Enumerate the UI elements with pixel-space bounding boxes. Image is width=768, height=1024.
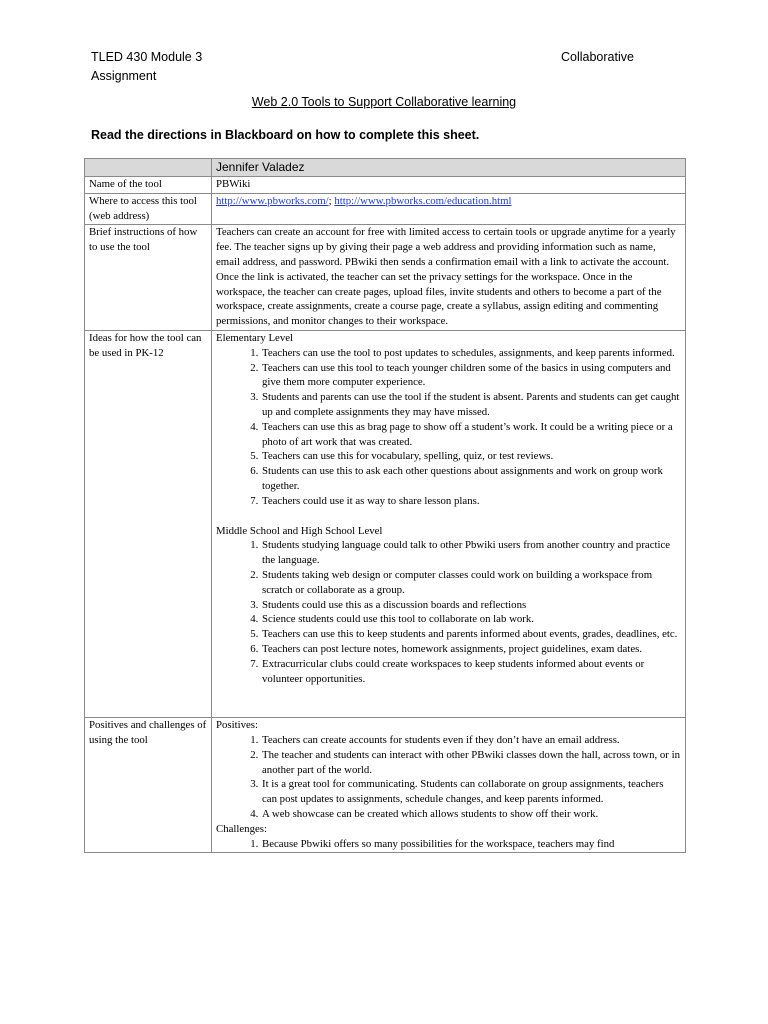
list-item: 7. Teachers could use it as way to share lesson plans. — [261, 494, 681, 509]
middle-high-heading: Middle School and High School Level — [216, 524, 383, 537]
row-label: Brief instructions of how to use the tool — [85, 225, 212, 331]
list-item: 2. Students taking web design or computer classes could work on building a workspace from scratch or collaborate as a group. — [261, 568, 681, 598]
table-header-row — [85, 159, 686, 177]
list-item: 7. Extracurricular clubs could create workspaces to keep students informed about events or volunteer opportunities. — [261, 657, 681, 687]
directions-text: Read the directions in Blackboard on how to complete this sheet. — [91, 128, 480, 142]
table-row-web-address — [85, 193, 686, 225]
row-label: Ideas for how the tool can be used in PK-12 — [85, 330, 212, 717]
list-item: 2. Teachers can use this tool to teach younger children some of the basics in using computers and give them more computer experience. — [261, 361, 681, 391]
challenges-heading: Challenges: — [216, 822, 267, 835]
pbworks-education-link[interactable]: http://www.pbworks.com/education.html — [334, 194, 512, 207]
section-spacer — [216, 686, 681, 701]
list-item: 4. A web showcase can be created which allows students to show off their work. — [261, 807, 681, 822]
list-item: 3. It is a great tool for communicating. Students can collaborate on group assignments, teachers can post updates to assignments, schedule changes, and keep parents informed. — [261, 777, 681, 807]
challenges-list — [216, 837, 681, 852]
course-line-1: TLED 430 Module 3 — [91, 50, 203, 64]
positives-cell — [212, 718, 686, 853]
section-spacer — [216, 701, 681, 716]
document-title: Web 2.0 Tools to Support Collaborative learning — [251, 95, 517, 109]
course-line-2: Assignment — [91, 69, 157, 83]
list-item: 6. Teachers can post lecture notes, homework assignments, project guidelines, exam dates. — [261, 642, 681, 657]
header-right-label: Collaborative — [561, 50, 634, 64]
table-row-instructions — [85, 225, 686, 331]
list-item: 1. Teachers can create accounts for students even if they don’t have an email address. — [261, 733, 681, 748]
table-row-positives — [85, 718, 686, 853]
row-label: Where to access this tool (web address) — [85, 193, 212, 225]
positives-list — [216, 733, 681, 822]
elementary-list — [216, 346, 681, 509]
middle-high-list — [216, 538, 681, 686]
list-item: 2. The teacher and students can interact with other PBwiki classes down the hall, across town, or in another part of the world. — [261, 748, 681, 778]
list-item: 5. Teachers can use this for vocabulary, spelling, quiz, or test reviews. — [261, 449, 681, 464]
tool-info-table — [84, 158, 686, 853]
web-address-cell — [212, 193, 686, 225]
positives-heading: Positives: — [216, 719, 258, 732]
row-label: Positives and challenges of using the tool — [85, 718, 212, 853]
pbworks-link[interactable]: http://www.pbworks.com/ — [216, 194, 329, 207]
list-item: 6. Students can use this to ask each other questions about assignments and work on group work together. — [261, 464, 681, 494]
list-item: 5. Teachers can use this to keep students and parents informed about events, grades, deadlines, etc. — [261, 627, 681, 642]
tool-name-value: PBWiki — [212, 177, 686, 194]
list-item: 1. Students studying language could talk to other Pbwiki users from another country and practice the language. — [261, 538, 681, 568]
list-item: 4. Science students could use this tool to collaborate on lab work. — [261, 612, 681, 627]
elementary-heading: Elementary Level — [216, 331, 294, 344]
list-item: 3. Students could use this as a discussion boards and reflections — [261, 598, 681, 613]
header-empty-cell — [85, 159, 212, 177]
list-item: 1. Teachers can use the tool to post updates to schedules, assignments, and keep parents informed. — [261, 346, 681, 361]
section-spacer — [216, 509, 681, 524]
list-item: 1. Because Pbwiki offers so many possibilities for the workspace, teachers may find — [261, 837, 681, 852]
list-item: 3. Students and parents can use the tool if the student is absent. Parents and students can get caught up and complete assignments they may have missed. — [261, 390, 681, 420]
table-row-ideas — [85, 330, 686, 717]
ideas-cell — [212, 330, 686, 717]
student-name: Jennifer Valadez — [212, 159, 686, 177]
table-row-tool-name — [85, 177, 686, 194]
link-separator: ; — [328, 194, 335, 207]
row-label: Name of the tool — [85, 177, 212, 194]
course-header — [91, 48, 202, 86]
list-item: 4. Teachers can use this as brag page to show off a student’s work. It could be a writing piece or a photo of art work that was created. — [261, 420, 681, 450]
instructions-text: Teachers can create an account for free with limited access to certain tools or upgrade anytime for a yearly fee. The teacher signs up by giving their page a web address and providing information such as name, email address, and password. PBwiki then sends a confirmation email with a link to activate the account. Once the link is activated, the teacher can set the privacy settings for the workspace. Once in the workspace, the teacher can create pages, upload files, invite students and others to become a part of the workspace, create assignments, create a course page, create a syllabus, assign editing and commenting permissions, and monitor changes to their workspace. — [212, 225, 686, 331]
